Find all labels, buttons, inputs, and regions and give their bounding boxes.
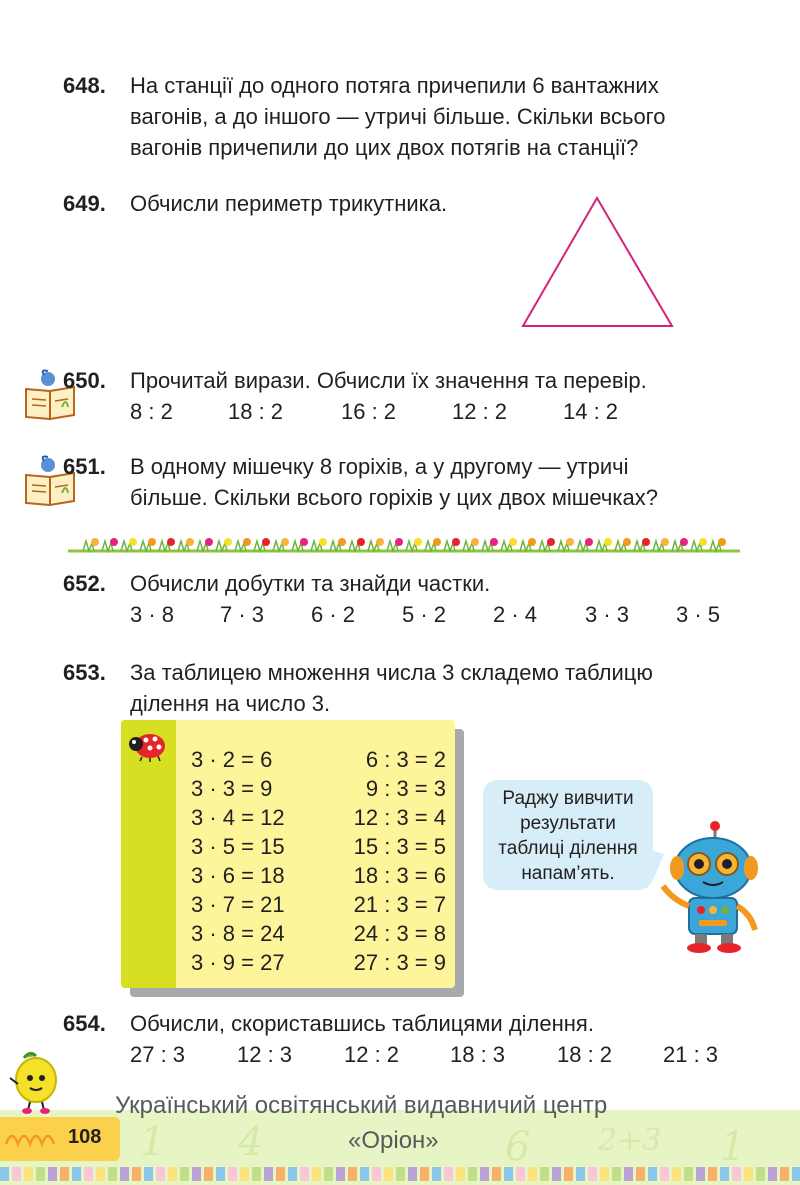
table-row (191, 947, 446, 978)
publisher-name: Український освітянський видавничий центр (115, 1092, 608, 1119)
division-fact: 21 : 3 = 7 (353, 892, 446, 917)
task-648-line: вагонів причепили до цих двох потягів на станції? (130, 135, 639, 160)
expression: 2 · 4 (493, 602, 538, 627)
table-row (191, 889, 446, 920)
expression: 21 : 3 (663, 1042, 719, 1067)
task-652-number: 652. (63, 571, 106, 596)
multiplication-fact: 3 · 8 = 24 (191, 921, 285, 946)
table-row (191, 744, 446, 775)
svg-text:6: 6 (505, 1124, 531, 1164)
svg-text:1: 1 (720, 1124, 746, 1164)
expression: 7 · 3 (220, 602, 265, 627)
division-fact: 9 : 3 = 3 (365, 776, 446, 801)
task-653-line: ділення на число 3. (130, 691, 331, 716)
expression: 3 · 5 (676, 602, 721, 627)
multiplication-fact: 3 · 6 = 18 (191, 863, 285, 888)
table-row (191, 773, 446, 804)
task-648-line: вагонів, а до іншого — утричі більше. Скільки всього (130, 104, 666, 129)
svg-text:4: 4 (238, 1119, 264, 1164)
expression: 12 : 2 (452, 399, 508, 424)
expression: 5 · 2 (402, 602, 447, 627)
speech-line: напам’ять. (521, 863, 615, 884)
table-row (191, 918, 446, 949)
task-654-number: 654. (63, 1011, 106, 1036)
task-653-line: За таблицею множення числа 3 складемо таблицю (130, 660, 653, 685)
division-fact: 27 : 3 = 9 (353, 950, 446, 975)
multiplication-fact: 3 · 7 = 21 (191, 892, 285, 917)
expression: 18 : 3 (450, 1042, 506, 1067)
expression: 6 · 2 (311, 602, 356, 627)
expression: 14 : 2 (563, 399, 619, 424)
multiplication-fact: 3 · 3 = 9 (191, 776, 273, 801)
expression: 18 : 2 (228, 399, 284, 424)
division-fact: 15 : 3 = 5 (353, 834, 446, 859)
task-652-text: Обчисли добутки та знайди частки. (130, 571, 491, 596)
task-651-line: В одному мішечку 8 горіхів, а у другому — утричі (130, 454, 629, 479)
expression: 18 : 2 (557, 1042, 613, 1067)
task-650-text: Прочитай вирази. Обчисли їх значення та перевір. (130, 368, 647, 393)
multiplication-fact: 3 · 4 = 12 (191, 805, 285, 830)
table-row (191, 802, 446, 833)
task-650-expressions (130, 396, 650, 427)
footer-color-strip (0, 1163, 800, 1185)
publisher-brand: «Оріон» (348, 1127, 439, 1154)
task-652-expressions (130, 599, 730, 630)
division-fact: 6 : 3 = 2 (365, 747, 446, 772)
task-648-number: 648. (63, 73, 106, 98)
page-number: 108 (68, 1126, 102, 1148)
task-649-text: Обчисли периметр трикутника. (130, 191, 448, 216)
task-650-number: 650. (63, 368, 106, 393)
multiplication-fact: 3 · 9 = 27 (191, 950, 285, 975)
division-fact: 12 : 3 = 4 (353, 805, 446, 830)
svg-text:2+3: 2+3 (598, 1123, 662, 1158)
division-table (121, 720, 455, 988)
flower-border (68, 531, 740, 555)
task-653-number: 653. (63, 660, 106, 685)
expression: 3 · 3 (585, 602, 630, 627)
table-row (191, 831, 446, 862)
task-654-expressions (130, 1039, 730, 1070)
expression: 27 : 3 (130, 1042, 186, 1067)
speech-line: таблиці ділення (498, 838, 638, 859)
speech-line: результати (520, 813, 616, 834)
multiplication-fact: 3 · 5 = 15 (191, 834, 285, 859)
triangle-figure (520, 195, 676, 330)
task-651-line: більше. Скільки всього горіхів у цих двох мішечках? (130, 485, 658, 510)
task-651-number: 651. (63, 454, 106, 479)
expression: 8 : 2 (130, 399, 173, 424)
expression: 3 · 8 (130, 602, 175, 627)
robot-icon (655, 820, 770, 955)
lemon-character-icon (6, 1050, 62, 1114)
svg-text:1: 1 (140, 1119, 166, 1164)
speech-line: Раджу вивчити (502, 788, 634, 809)
page-tab-swirl (4, 1124, 56, 1154)
robot-speech (483, 786, 653, 886)
task-654-text: Обчисли, скориставшись таблицями ділення. (130, 1011, 594, 1036)
ladybug-icon (128, 728, 168, 762)
table-row (191, 860, 446, 891)
multiplication-fact: 3 · 2 = 6 (191, 747, 273, 772)
expression: 16 : 2 (341, 399, 397, 424)
task-648-text (130, 70, 665, 163)
expression: 12 : 2 (344, 1042, 400, 1067)
task-653-text (130, 657, 653, 719)
division-fact: 24 : 3 = 8 (353, 921, 446, 946)
task-651-text (130, 451, 658, 513)
task-648-line: На станції до одного потяга причепили 6 вантажних (130, 73, 659, 98)
task-649-number: 649. (63, 191, 106, 216)
division-fact: 18 : 3 = 6 (353, 863, 446, 888)
expression: 12 : 3 (237, 1042, 293, 1067)
